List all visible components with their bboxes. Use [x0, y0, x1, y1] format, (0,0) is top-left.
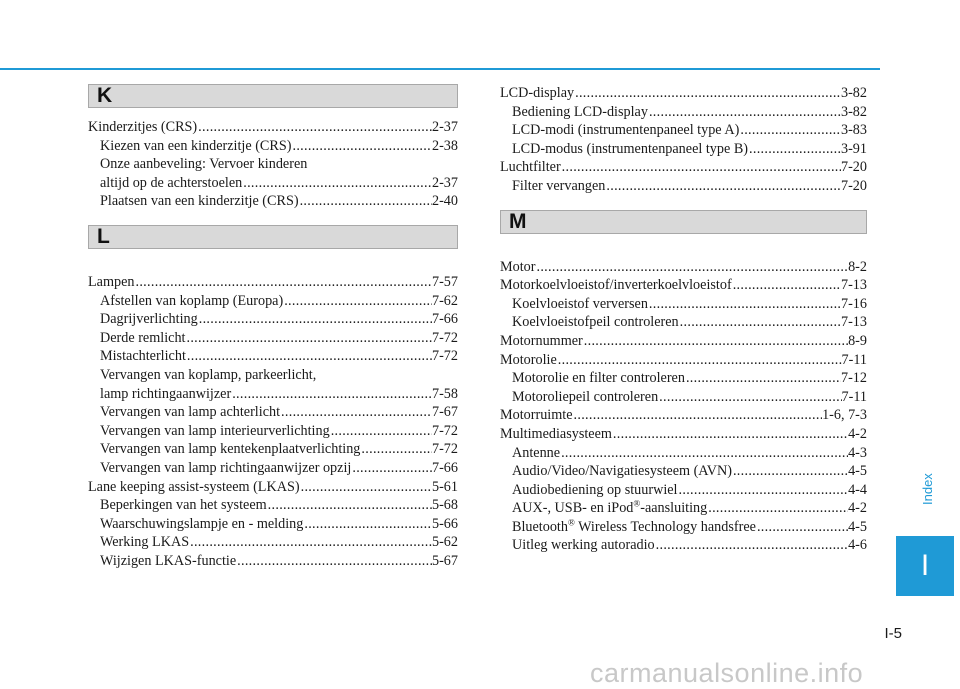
- section-header-l: [88, 225, 458, 249]
- index-subentry: lamp richtingaanwijzer ..... 7-58: [88, 385, 458, 404]
- index-subentry: Mistachterlicht ..... 7-72: [88, 347, 458, 366]
- index-subentry: Beperkingen van het systeem ..... 5-68: [88, 496, 458, 515]
- index-entry: Lampen ..... 7-57: [88, 273, 458, 292]
- header-rule: [0, 68, 880, 70]
- watermark: carmanualsonline.info: [590, 658, 864, 688]
- index-entry: Kinderzitjes (CRS) ..... 2-37: [88, 118, 458, 137]
- index-entry: LCD-display ..... 3-82: [500, 84, 867, 103]
- index-subentry: Audiobediening op stuurwiel ..... 4-4: [500, 481, 867, 500]
- index-subentry: AUX-, USB- en iPod®-aansluiting ..... 4-2: [500, 499, 867, 518]
- section-header-m: [500, 210, 867, 234]
- index-side-label: Index: [920, 473, 935, 505]
- index-subentry: Antenne ..... 4-3: [500, 444, 867, 463]
- index-entry: Motorruimte ..... 1-6, 7-3: [500, 406, 867, 425]
- section-letter: K: [97, 84, 113, 107]
- index-subentry: Motorolie en filter controleren ..... 7-12: [500, 369, 867, 388]
- index-subentry: LCD-modus (instrumentenpaneel type B) ..... 3-91: [500, 140, 867, 159]
- index-subentry: Bediening LCD-display ..... 3-82: [500, 103, 867, 122]
- index-subentry: LCD-modi (instrumentenpaneel type A) ..... 3-83: [500, 121, 867, 140]
- index-subentry: Vervangen van lamp richtingaanwijzer opzij ..... 7-66: [88, 459, 458, 478]
- index-subentry: Werking LKAS ..... 5-62: [88, 533, 458, 552]
- index-subentry: Bluetooth® Wireless Technology handsfree ..... 4-5: [500, 518, 867, 537]
- index-subentry-line: Vervangen van koplamp, parkeerlicht,: [100, 366, 317, 383]
- section-letter: M: [509, 209, 527, 233]
- page-number: I-5: [884, 625, 902, 642]
- index-subentry: Derde remlicht ..... 7-72: [88, 329, 458, 348]
- index-entry: Motornummer ..... 8-9: [500, 332, 867, 351]
- index-subentry: Waarschuwingslampje en - melding ..... 5-66: [88, 515, 458, 534]
- index-subentry-line: Onze aanbeveling: Vervoer kinderen: [100, 156, 308, 173]
- index-entry: Motorkoelvloeistof/inverterkoelvloeistof ..... 7-13: [500, 276, 867, 295]
- index-entry: Multimediasysteem ..... 4-2: [500, 425, 867, 444]
- section-letter: L: [97, 224, 110, 248]
- index-subentry: Plaatsen van een kinderzitje (CRS) ..... 2-40: [88, 192, 458, 211]
- index-subentry: Kiezen van een kinderzitje (CRS) ..... 2-38: [88, 137, 458, 156]
- index-subentry: Uitleg werking autoradio ..... 4-6: [500, 536, 867, 555]
- index-subentry: Vervangen van lamp kentekenplaatverlichting ..... 7-72: [88, 440, 458, 459]
- index-side-tab: I: [896, 536, 954, 596]
- index-column-right: [500, 84, 867, 555]
- index-entry: Luchtfilter ..... 7-20: [500, 158, 867, 177]
- index-column-left: [88, 84, 458, 570]
- index-subentry: Motoroliepeil controleren ..... 7-11: [500, 388, 867, 407]
- index-subentry: Wijzigen LKAS-functie ..... 5-67: [88, 552, 458, 571]
- index-subentry: Koelvloeistofpeil controleren ..... 7-13: [500, 313, 867, 332]
- index-subentry: altijd op de achterstoelen ..... 2-37: [88, 174, 458, 193]
- index-subentry: Dagrijverlichting ..... 7-66: [88, 310, 458, 329]
- index-subentry: Koelvloeistof verversen ..... 7-16: [500, 295, 867, 314]
- index-entry: Motor ..... 8-2: [500, 258, 867, 277]
- index-subentry: Audio/Video/Navigatiesysteem (AVN) ..... 4-5: [500, 462, 867, 481]
- index-entry: Lane keeping assist-systeem (LKAS) ..... 5-61: [88, 478, 458, 497]
- index-subentry: Vervangen van lamp interieurverlichting ..... 7-72: [88, 422, 458, 441]
- index-subentry: Vervangen van lamp achterlicht ..... 7-67: [88, 403, 458, 422]
- section-header-k: [88, 84, 458, 108]
- index-subentry: Afstellen van koplamp (Europa) ..... 7-62: [88, 292, 458, 311]
- index-subentry: Filter vervangen ..... 7-20: [500, 177, 867, 196]
- index-entry: Motorolie ..... 7-11: [500, 351, 867, 370]
